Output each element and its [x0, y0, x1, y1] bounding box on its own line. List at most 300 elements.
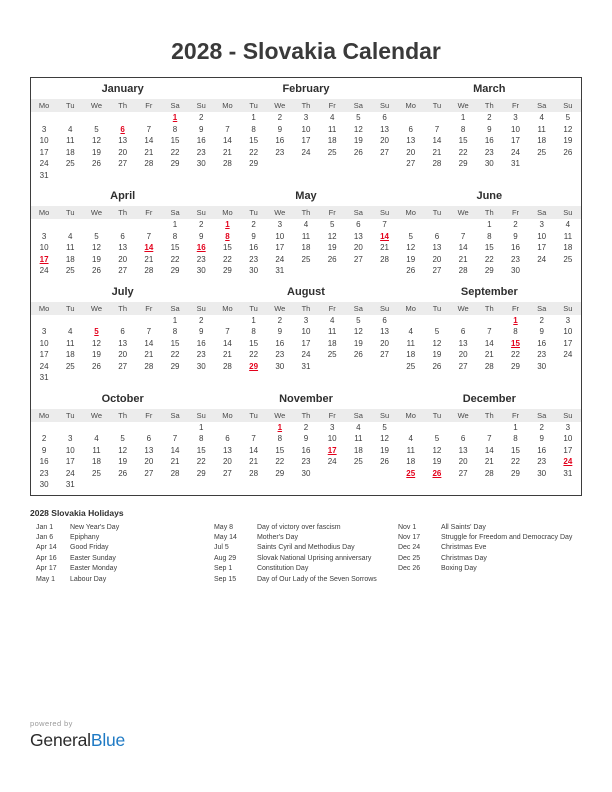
calendar-day[interactable]: 13	[353, 231, 363, 241]
calendar-day[interactable]: 12	[432, 445, 442, 455]
calendar-day[interactable]: 5	[434, 434, 440, 443]
calendar-day[interactable]: 17	[511, 136, 520, 145]
calendar-day[interactable]: 13	[458, 445, 468, 455]
calendar-day[interactable]: 21	[432, 147, 442, 157]
calendar-day-holiday[interactable]: 1	[225, 220, 230, 229]
calendar-day[interactable]: 16	[301, 445, 311, 455]
calendar-day[interactable]: 22	[222, 254, 232, 264]
calendar-day[interactable]: 3	[565, 422, 571, 432]
calendar-day[interactable]: 2	[199, 113, 204, 122]
calendar-day[interactable]: 28	[458, 266, 468, 275]
calendar-day-holiday[interactable]: 14	[144, 243, 154, 252]
calendar-day[interactable]: 9	[487, 124, 492, 134]
calendar-day[interactable]: 9	[41, 445, 47, 455]
calendar-day[interactable]: 11	[537, 124, 546, 134]
calendar-day[interactable]: 7	[487, 327, 492, 336]
calendar-day[interactable]: 22	[458, 147, 468, 157]
calendar-day[interactable]: 14	[484, 338, 494, 348]
calendar-day[interactable]: 10	[39, 243, 49, 252]
calendar-day[interactable]: 5	[565, 113, 571, 122]
calendar-day[interactable]: 24	[275, 254, 285, 264]
calendar-day[interactable]: 20	[118, 147, 128, 157]
calendar-day[interactable]: 2	[487, 113, 492, 122]
calendar-day[interactable]: 26	[353, 147, 363, 157]
calendar-day[interactable]: 11	[66, 338, 75, 348]
calendar-day[interactable]: 15	[249, 136, 259, 145]
calendar-day[interactable]: 9	[277, 124, 283, 134]
calendar-day[interactable]: 28	[144, 266, 154, 275]
calendar-day-holiday[interactable]: 1	[513, 315, 518, 325]
calendar-day[interactable]: 11	[66, 243, 75, 252]
calendar-day[interactable]: 9	[303, 434, 309, 443]
calendar-day[interactable]: 3	[329, 422, 335, 432]
calendar-day[interactable]: 5	[382, 422, 387, 432]
calendar-day[interactable]: 23	[537, 457, 547, 466]
calendar-day[interactable]: 26	[406, 266, 416, 275]
calendar-day[interactable]: 17	[39, 350, 49, 359]
calendar-day[interactable]: 25	[65, 266, 75, 275]
calendar-day[interactable]: 24	[511, 147, 520, 157]
calendar-day[interactable]: 2	[277, 113, 283, 122]
calendar-day[interactable]: 23	[196, 147, 206, 157]
calendar-day[interactable]: 24	[39, 159, 49, 168]
calendar-day[interactable]: 31	[65, 480, 75, 489]
calendar-day[interactable]: 5	[329, 220, 335, 229]
calendar-day[interactable]: 16	[537, 338, 547, 348]
calendar-day[interactable]: 26	[380, 457, 389, 466]
calendar-day[interactable]: 6	[356, 220, 361, 229]
calendar-day[interactable]: 4	[356, 422, 361, 432]
calendar-day[interactable]: 27	[432, 266, 442, 275]
calendar-day[interactable]: 18	[353, 445, 363, 455]
calendar-day[interactable]: 26	[327, 254, 337, 264]
calendar-day[interactable]: 19	[92, 254, 101, 264]
calendar-day[interactable]: 13	[458, 338, 468, 348]
calendar-day[interactable]: 20	[353, 243, 363, 252]
calendar-day[interactable]: 27	[406, 159, 416, 168]
calendar-day[interactable]: 18	[65, 254, 75, 264]
calendar-day[interactable]: 19	[92, 147, 101, 157]
calendar-day[interactable]: 20	[458, 457, 468, 466]
calendar-day[interactable]: 28	[249, 468, 259, 478]
calendar-day[interactable]: 28	[222, 159, 232, 168]
calendar-day[interactable]: 14	[432, 136, 442, 145]
calendar-day[interactable]: 31	[39, 373, 49, 382]
calendar-day[interactable]: 7	[225, 124, 230, 134]
calendar-day[interactable]: 15	[511, 445, 520, 455]
calendar-day[interactable]: 13	[222, 445, 232, 455]
calendar-day[interactable]: 1	[251, 315, 256, 325]
calendar-day[interactable]: 4	[539, 113, 544, 122]
calendar-day[interactable]: 11	[563, 231, 573, 241]
calendar-day[interactable]: 27	[144, 468, 154, 478]
calendar-day-holiday[interactable]: 29	[249, 361, 259, 371]
calendar-day[interactable]: 10	[275, 231, 285, 241]
calendar-day[interactable]: 13	[144, 445, 154, 455]
calendar-day[interactable]: 7	[251, 434, 256, 443]
calendar-day[interactable]: 15	[170, 243, 180, 252]
calendar-day[interactable]: 24	[301, 147, 311, 157]
calendar-day[interactable]: 27	[380, 350, 389, 359]
calendar-day[interactable]: 9	[277, 327, 283, 336]
calendar-day[interactable]: 3	[41, 124, 47, 134]
calendar-day[interactable]: 4	[68, 231, 73, 241]
calendar-day[interactable]: 7	[382, 220, 387, 229]
calendar-day[interactable]: 24	[301, 350, 311, 359]
calendar-day[interactable]: 25	[327, 147, 337, 157]
calendar-day[interactable]: 30	[537, 361, 547, 371]
calendar-day[interactable]: 15	[275, 445, 285, 455]
calendar-day[interactable]: 30	[275, 361, 285, 371]
calendar-day-holiday[interactable]: 15	[511, 338, 520, 348]
calendar-day[interactable]: 8	[513, 327, 518, 336]
calendar-day[interactable]: 30	[249, 266, 259, 275]
calendar-day[interactable]: 21	[222, 147, 232, 157]
calendar-day[interactable]: 1	[251, 113, 256, 122]
calendar-day[interactable]: 20	[222, 457, 232, 466]
calendar-day[interactable]: 4	[68, 124, 73, 134]
calendar-day[interactable]: 14	[222, 136, 232, 145]
calendar-day[interactable]: 29	[511, 361, 520, 371]
calendar-day[interactable]: 19	[563, 136, 573, 145]
calendar-day[interactable]: 11	[354, 434, 363, 443]
calendar-day[interactable]: 28	[170, 468, 180, 478]
calendar-day[interactable]: 21	[144, 147, 154, 157]
calendar-day[interactable]: 24	[39, 361, 49, 371]
calendar-day[interactable]: 10	[563, 327, 573, 336]
calendar-day-holiday[interactable]: 16	[196, 243, 206, 252]
calendar-day[interactable]: 17	[275, 243, 285, 252]
calendar-day[interactable]: 27	[458, 468, 468, 478]
calendar-day[interactable]: 8	[172, 231, 178, 241]
calendar-day[interactable]: 11	[301, 231, 311, 241]
calendar-day[interactable]: 10	[327, 434, 337, 443]
calendar-day[interactable]: 29	[511, 468, 520, 478]
calendar-day[interactable]: 21	[484, 457, 494, 466]
calendar-day[interactable]: 16	[537, 445, 547, 455]
calendar-day[interactable]: 18	[327, 136, 337, 145]
calendar-day[interactable]: 5	[94, 231, 99, 241]
calendar-day[interactable]: 10	[563, 434, 573, 443]
calendar-day[interactable]: 28	[144, 159, 154, 168]
calendar-day[interactable]: 3	[41, 231, 47, 241]
calendar-day[interactable]: 4	[303, 220, 309, 229]
calendar-day[interactable]: 9	[199, 124, 204, 134]
calendar-day[interactable]: 15	[196, 445, 206, 455]
calendar-day[interactable]: 31	[511, 159, 520, 168]
calendar-day[interactable]: 26	[92, 159, 101, 168]
calendar-day[interactable]: 23	[275, 350, 285, 359]
calendar-day[interactable]: 23	[196, 254, 206, 264]
calendar-day[interactable]: 13	[118, 338, 128, 348]
calendar-day[interactable]: 12	[118, 445, 128, 455]
calendar-day[interactable]: 11	[406, 445, 415, 455]
calendar-day[interactable]: 25	[537, 147, 547, 157]
calendar-day[interactable]: 8	[251, 327, 256, 336]
calendar-day[interactable]: 19	[380, 445, 389, 455]
calendar-day[interactable]: 6	[120, 231, 125, 241]
calendar-day[interactable]: 8	[172, 124, 178, 134]
calendar-day[interactable]: 24	[327, 457, 337, 466]
calendar-day[interactable]: 22	[484, 254, 494, 264]
calendar-day[interactable]: 2	[539, 422, 544, 432]
calendar-day[interactable]: 14	[170, 445, 180, 455]
calendar-day[interactable]: 11	[406, 338, 415, 348]
calendar-day-holiday[interactable]: 17	[39, 254, 49, 264]
calendar-day[interactable]: 23	[249, 254, 259, 264]
calendar-day[interactable]: 2	[303, 422, 309, 432]
calendar-day[interactable]: 3	[513, 113, 518, 122]
calendar-day[interactable]: 4	[94, 434, 99, 443]
calendar-day[interactable]: 1	[513, 422, 518, 432]
calendar-day-holiday[interactable]: 5	[94, 327, 99, 336]
calendar-day[interactable]: 20	[380, 338, 389, 348]
calendar-day[interactable]: 24	[563, 350, 573, 359]
calendar-day[interactable]: 8	[513, 434, 518, 443]
calendar-day[interactable]: 10	[511, 124, 520, 134]
calendar-day[interactable]: 27	[118, 266, 128, 275]
calendar-day[interactable]: 22	[170, 350, 180, 359]
calendar-day[interactable]: 22	[170, 254, 180, 264]
calendar-day[interactable]: 7	[225, 327, 230, 336]
calendar-day[interactable]: 3	[41, 327, 47, 336]
calendar-day[interactable]: 17	[537, 243, 547, 252]
calendar-day[interactable]: 25	[406, 361, 416, 371]
calendar-day[interactable]: 19	[432, 350, 442, 359]
calendar-day[interactable]: 25	[65, 159, 75, 168]
calendar-day[interactable]: 17	[301, 338, 311, 348]
calendar-day[interactable]: 18	[65, 350, 75, 359]
calendar-day[interactable]: 21	[484, 350, 494, 359]
calendar-day[interactable]: 30	[484, 159, 494, 168]
calendar-day[interactable]: 4	[408, 434, 413, 443]
calendar-day[interactable]: 22	[170, 147, 180, 157]
calendar-day[interactable]: 14	[144, 338, 154, 348]
calendar-day[interactable]: 30	[196, 266, 206, 275]
calendar-day[interactable]: 27	[118, 361, 128, 371]
calendar-day[interactable]: 11	[328, 327, 337, 336]
calendar-day[interactable]: 23	[196, 350, 206, 359]
calendar-day[interactable]: 13	[432, 243, 442, 252]
calendar-day[interactable]: 10	[39, 338, 49, 348]
calendar-day[interactable]: 23	[537, 350, 547, 359]
calendar-day[interactable]: 24	[39, 266, 49, 275]
calendar-day[interactable]: 12	[92, 338, 101, 348]
calendar-day[interactable]: 12	[92, 243, 101, 252]
calendar-day[interactable]: 29	[249, 159, 259, 168]
calendar-day[interactable]: 5	[120, 434, 125, 443]
calendar-day[interactable]: 9	[539, 434, 544, 443]
calendar-day[interactable]: 23	[275, 147, 285, 157]
calendar-day[interactable]: 15	[222, 243, 232, 252]
calendar-day[interactable]: 26	[118, 468, 128, 478]
calendar-day[interactable]: 16	[196, 338, 206, 348]
calendar-day[interactable]: 9	[199, 327, 204, 336]
calendar-day[interactable]: 27	[458, 361, 468, 371]
calendar-day[interactable]: 21	[249, 457, 259, 466]
calendar-day[interactable]: 28	[432, 159, 442, 168]
calendar-day[interactable]: 20	[118, 254, 128, 264]
calendar-day[interactable]: 8	[172, 327, 178, 336]
calendar-day[interactable]: 3	[539, 220, 544, 229]
calendar-day[interactable]: 13	[380, 124, 389, 134]
calendar-day[interactable]: 15	[170, 338, 180, 348]
calendar-day[interactable]: 29	[196, 468, 206, 478]
calendar-day[interactable]: 22	[249, 350, 259, 359]
calendar-day[interactable]: 19	[327, 243, 337, 252]
calendar-day[interactable]: 7	[146, 231, 152, 241]
calendar-day[interactable]: 31	[275, 266, 285, 275]
calendar-day[interactable]: 6	[225, 434, 230, 443]
calendar-day[interactable]: 20	[144, 457, 154, 466]
calendar-day[interactable]: 19	[406, 254, 416, 264]
calendar-day[interactable]: 1	[172, 220, 178, 229]
calendar-day[interactable]: 2	[513, 220, 518, 229]
calendar-day[interactable]: 6	[146, 434, 152, 443]
calendar-day[interactable]: 30	[196, 159, 206, 168]
calendar-day[interactable]: 23	[301, 457, 311, 466]
calendar-day[interactable]: 10	[39, 136, 49, 145]
calendar-day-holiday[interactable]: 25	[406, 468, 416, 478]
calendar-day[interactable]: 5	[434, 327, 440, 336]
calendar-day[interactable]: 10	[301, 327, 311, 336]
calendar-day[interactable]: 31	[39, 170, 49, 180]
calendar-day[interactable]: 11	[328, 124, 337, 134]
calendar-day[interactable]: 6	[460, 327, 466, 336]
calendar-day[interactable]: 11	[66, 136, 75, 145]
calendar-day[interactable]: 17	[39, 147, 49, 157]
calendar-day[interactable]: 25	[563, 254, 573, 264]
calendar-day[interactable]: 28	[144, 361, 154, 371]
calendar-day[interactable]: 26	[92, 361, 101, 371]
calendar-day[interactable]: 17	[563, 338, 573, 348]
calendar-day[interactable]: 21	[380, 243, 389, 252]
calendar-day[interactable]: 18	[406, 457, 416, 466]
calendar-day[interactable]: 13	[406, 136, 416, 145]
calendar-day[interactable]: 9	[251, 231, 256, 241]
calendar-day[interactable]: 1	[487, 220, 492, 229]
calendar-day[interactable]: 21	[144, 254, 154, 264]
calendar-day[interactable]: 18	[65, 147, 75, 157]
calendar-day-holiday[interactable]: 8	[225, 231, 230, 241]
calendar-day[interactable]: 8	[251, 124, 256, 134]
calendar-day[interactable]: 2	[199, 315, 204, 325]
calendar-day[interactable]: 2	[277, 315, 283, 325]
calendar-day[interactable]: 17	[301, 136, 311, 145]
calendar-day[interactable]: 8	[460, 124, 466, 134]
calendar-day[interactable]: 6	[408, 124, 413, 134]
calendar-day[interactable]: 4	[329, 113, 335, 122]
calendar-day[interactable]: 15	[170, 136, 180, 145]
calendar-day[interactable]: 7	[434, 124, 440, 134]
calendar-day[interactable]: 25	[353, 457, 363, 466]
calendar-day[interactable]: 7	[172, 434, 178, 443]
calendar-day[interactable]: 1	[172, 315, 178, 325]
calendar-day[interactable]: 2	[251, 220, 256, 229]
calendar-day[interactable]: 28	[222, 361, 232, 371]
calendar-day[interactable]: 20	[432, 254, 442, 264]
calendar-day[interactable]: 9	[539, 327, 544, 336]
calendar-day[interactable]: 6	[460, 434, 466, 443]
calendar-day[interactable]: 10	[65, 445, 75, 455]
calendar-day-holiday[interactable]: 26	[432, 468, 442, 478]
calendar-day[interactable]: 25	[327, 350, 337, 359]
calendar-day[interactable]: 12	[353, 124, 363, 134]
calendar-day-holiday[interactable]: 24	[563, 457, 573, 466]
calendar-day[interactable]: 18	[301, 243, 311, 252]
calendar-day[interactable]: 12	[563, 124, 573, 134]
calendar-day[interactable]: 12	[380, 434, 389, 443]
calendar-day[interactable]: 29	[484, 266, 494, 275]
calendar-day[interactable]: 16	[249, 243, 259, 252]
calendar-day[interactable]: 22	[196, 457, 206, 466]
calendar-day[interactable]: 2	[199, 220, 204, 229]
calendar-day[interactable]: 3	[277, 220, 283, 229]
calendar-day[interactable]: 5	[94, 124, 99, 134]
calendar-day[interactable]: 19	[353, 136, 363, 145]
calendar-day[interactable]: 12	[432, 338, 442, 348]
calendar-day[interactable]: 10	[537, 231, 547, 241]
calendar-day[interactable]: 26	[563, 147, 573, 157]
calendar-day[interactable]: 9	[199, 231, 204, 241]
calendar-day[interactable]: 21	[144, 350, 154, 359]
calendar-day[interactable]: 27	[118, 159, 128, 168]
calendar-day[interactable]: 14	[222, 338, 232, 348]
calendar-day[interactable]: 7	[460, 231, 466, 241]
calendar-day[interactable]: 30	[301, 468, 311, 478]
calendar-day[interactable]: 1	[199, 422, 204, 432]
calendar-day[interactable]: 8	[199, 434, 204, 443]
calendar-day[interactable]: 22	[275, 457, 285, 466]
calendar-day[interactable]: 13	[118, 243, 128, 252]
calendar-day[interactable]: 12	[92, 136, 101, 145]
calendar-day[interactable]: 14	[458, 243, 468, 252]
calendar-day[interactable]: 11	[92, 445, 101, 455]
calendar-day[interactable]: 16	[511, 243, 520, 252]
calendar-day[interactable]: 22	[249, 147, 259, 157]
calendar-day[interactable]: 27	[380, 147, 389, 157]
calendar-day[interactable]: 9	[513, 231, 518, 241]
calendar-day[interactable]: 27	[353, 254, 363, 264]
calendar-day[interactable]: 28	[484, 468, 494, 478]
calendar-day[interactable]: 23	[39, 468, 49, 478]
calendar-day[interactable]: 26	[432, 361, 442, 371]
calendar-day[interactable]: 10	[301, 124, 311, 134]
calendar-day[interactable]: 20	[380, 136, 389, 145]
calendar-day[interactable]: 28	[484, 361, 494, 371]
calendar-day[interactable]: 15	[249, 338, 259, 348]
calendar-day[interactable]: 29	[170, 361, 180, 371]
calendar-day[interactable]: 1	[460, 113, 466, 122]
calendar-day[interactable]: 13	[380, 327, 389, 336]
calendar-day[interactable]: 20	[118, 350, 128, 359]
calendar-day[interactable]: 22	[511, 457, 520, 466]
calendar-day[interactable]: 24	[537, 254, 547, 264]
calendar-day[interactable]: 5	[408, 231, 413, 241]
calendar-day[interactable]: 6	[434, 231, 440, 241]
calendar-day[interactable]: 30	[511, 266, 520, 275]
calendar-day[interactable]: 17	[65, 457, 75, 466]
calendar-day[interactable]: 4	[408, 327, 413, 336]
calendar-day[interactable]: 21	[222, 350, 232, 359]
calendar-day[interactable]: 5	[356, 315, 361, 325]
calendar-day[interactable]: 19	[118, 457, 128, 466]
calendar-day[interactable]: 15	[484, 243, 494, 252]
calendar-day-holiday[interactable]: 14	[380, 231, 389, 241]
calendar-day[interactable]: 6	[382, 113, 387, 122]
calendar-day[interactable]: 21	[458, 254, 468, 264]
calendar-day[interactable]: 23	[484, 147, 494, 157]
